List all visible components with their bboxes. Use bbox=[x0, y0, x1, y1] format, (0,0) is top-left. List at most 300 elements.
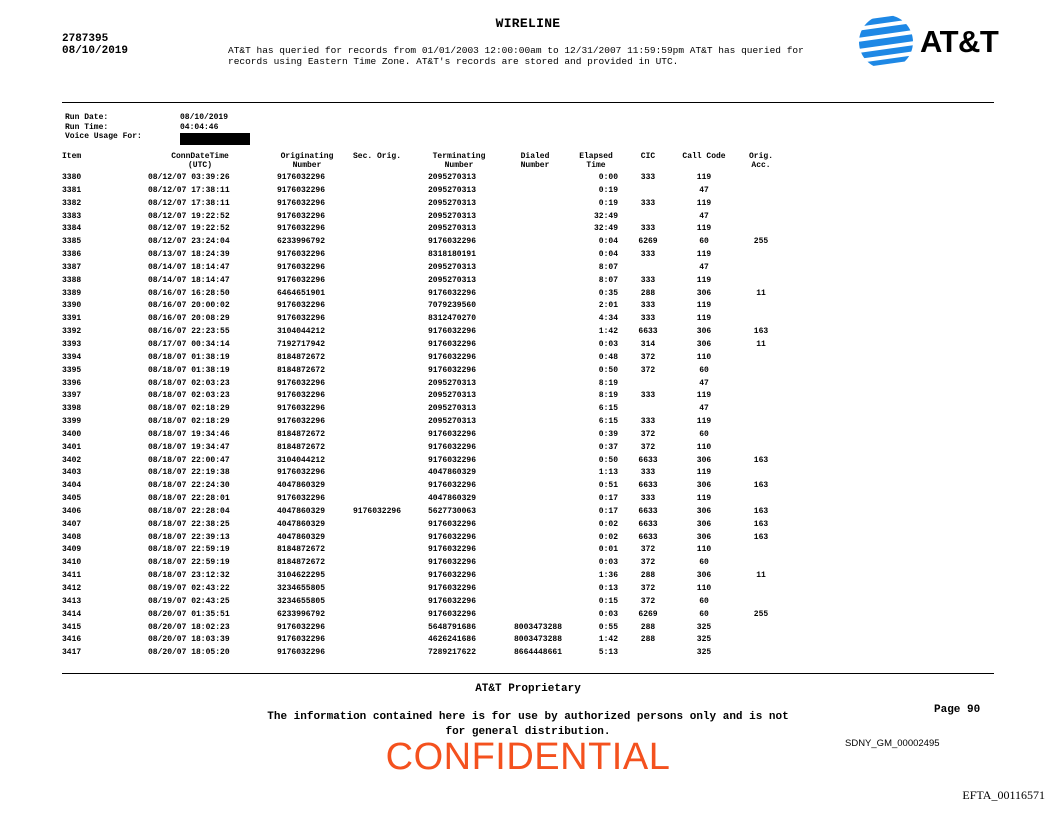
cell-orig-acc: 11 bbox=[756, 571, 766, 581]
confidential-stamp: CONFIDENTIAL bbox=[385, 736, 671, 778]
cell-call-code: 306 bbox=[696, 339, 712, 349]
cell-conn-datetime: 08/19/07 02:43:22 bbox=[148, 584, 230, 593]
col-originating-header bbox=[272, 152, 342, 170]
cell-item: 3386 bbox=[62, 250, 82, 260]
account-number: 2787395 bbox=[62, 33, 109, 45]
cell-terminating: 2095270313 bbox=[428, 262, 477, 272]
cell-call-code: 47 bbox=[699, 378, 709, 388]
table-row bbox=[0, 455, 1056, 468]
cell-item: 3383 bbox=[62, 211, 82, 221]
cell-terminating: 9176032296 bbox=[428, 596, 477, 606]
cell-terminating: 2095270313 bbox=[428, 378, 477, 388]
cell-item: 3401 bbox=[62, 442, 82, 452]
col-cic-header: CIC bbox=[640, 152, 656, 161]
cell-terminating: 4626241686 bbox=[428, 635, 477, 645]
table-row bbox=[0, 236, 1056, 249]
cell-call-code: 60 bbox=[699, 237, 709, 247]
cell-orig-acc: 163 bbox=[753, 327, 769, 337]
cell-orig-acc: 11 bbox=[756, 339, 766, 349]
cell-originating: 8184872672 bbox=[277, 545, 326, 555]
cell-item: 3388 bbox=[62, 275, 82, 285]
disclaimer-line-2: for general distribution. bbox=[445, 726, 611, 738]
cell-elapsed: 0:19 bbox=[598, 198, 618, 208]
cell-item: 3409 bbox=[62, 545, 82, 555]
cell-cic: 333 bbox=[640, 173, 656, 182]
cell-elapsed: 2:01 bbox=[598, 301, 618, 311]
cell-conn-datetime: 08/18/07 22:59:19 bbox=[148, 545, 230, 555]
cell-terminating: 9176032296 bbox=[428, 571, 477, 581]
cell-elapsed: 0:17 bbox=[598, 506, 618, 516]
cell-cic: 372 bbox=[640, 558, 656, 568]
table-row bbox=[0, 390, 1056, 403]
redaction-box bbox=[180, 133, 250, 145]
cell-originating: 3104622295 bbox=[277, 571, 326, 581]
col-elapsed-label: Elapsed bbox=[579, 152, 613, 161]
cell-elapsed: 0:03 bbox=[598, 609, 618, 619]
cell-item: 3380 bbox=[62, 173, 82, 182]
cell-originating: 9176032296 bbox=[277, 635, 326, 645]
table-row bbox=[0, 172, 1056, 185]
table-row bbox=[0, 493, 1056, 506]
cell-terminating: 9176032296 bbox=[428, 327, 477, 337]
cell-call-code: 119 bbox=[696, 224, 712, 234]
cell-cic: 6633 bbox=[638, 532, 658, 542]
cell-elapsed: 0:00 bbox=[598, 173, 618, 182]
col-conndatetime-sub: (UTC) bbox=[187, 161, 212, 170]
col-conndatetime-label: ConnDateTime bbox=[171, 152, 229, 161]
cell-cic: 288 bbox=[640, 635, 656, 645]
footer-divider bbox=[62, 673, 994, 674]
cell-conn-datetime: 08/18/07 23:12:32 bbox=[148, 571, 230, 581]
cell-elapsed: 1:13 bbox=[598, 468, 618, 478]
col-sec-orig-header: Sec. Orig. bbox=[353, 152, 402, 161]
cell-originating: 9176032296 bbox=[277, 494, 326, 504]
cell-item: 3387 bbox=[62, 262, 82, 272]
cell-terminating: 9176032296 bbox=[428, 481, 477, 491]
cell-cic: 288 bbox=[640, 571, 656, 581]
cell-item: 3394 bbox=[62, 352, 82, 362]
cell-call-code: 119 bbox=[696, 173, 712, 182]
cell-elapsed: 0:50 bbox=[598, 365, 618, 375]
cell-item: 3391 bbox=[62, 314, 82, 324]
run-date-value: 08/10/2019 bbox=[180, 113, 229, 122]
table-row bbox=[0, 506, 1056, 519]
cell-cic: 333 bbox=[640, 391, 656, 401]
table-row bbox=[0, 429, 1056, 442]
cell-item: 3411 bbox=[62, 571, 82, 581]
cell-call-code: 325 bbox=[696, 648, 712, 658]
table-row bbox=[0, 570, 1056, 583]
cell-terminating: 9176032296 bbox=[428, 545, 477, 555]
cell-cic: 6269 bbox=[638, 609, 658, 619]
cell-item: 3406 bbox=[62, 506, 82, 516]
cell-originating: 4047860329 bbox=[277, 506, 326, 516]
cell-call-code: 119 bbox=[696, 417, 712, 427]
cell-originating: 8184872672 bbox=[277, 352, 326, 362]
cell-conn-datetime: 08/18/07 22:59:19 bbox=[148, 558, 230, 568]
table-row bbox=[0, 211, 1056, 224]
cell-terminating: 9176032296 bbox=[428, 365, 477, 375]
cell-elapsed: 4:34 bbox=[598, 314, 618, 324]
cell-cic: 314 bbox=[640, 339, 656, 349]
cell-conn-datetime: 08/13/07 18:24:39 bbox=[148, 250, 230, 260]
table-row bbox=[0, 557, 1056, 570]
cell-item: 3412 bbox=[62, 584, 82, 593]
cell-call-code: 110 bbox=[696, 442, 712, 452]
col-originating-label: Originating bbox=[280, 152, 334, 161]
cell-item: 3396 bbox=[62, 378, 82, 388]
cell-item: 3384 bbox=[62, 224, 82, 234]
cell-conn-datetime: 08/20/07 18:02:23 bbox=[148, 622, 230, 632]
table-row bbox=[0, 198, 1056, 211]
cell-originating: 9176032296 bbox=[277, 468, 326, 478]
cell-terminating: 2095270313 bbox=[428, 173, 477, 182]
cell-item: 3395 bbox=[62, 365, 82, 375]
col-originating-sub: Number bbox=[292, 161, 322, 170]
cell-elapsed: 8:07 bbox=[598, 275, 618, 285]
cell-cic: 333 bbox=[640, 224, 656, 234]
cell-dialed: 8664448661 bbox=[513, 648, 562, 658]
cell-call-code: 47 bbox=[699, 185, 709, 195]
cell-call-code: 119 bbox=[696, 250, 712, 260]
cell-conn-datetime: 08/18/07 22:00:47 bbox=[148, 455, 230, 465]
table-row bbox=[0, 352, 1056, 365]
cell-item: 3405 bbox=[62, 494, 82, 504]
att-globe-icon bbox=[858, 14, 914, 70]
cell-originating: 9176032296 bbox=[277, 314, 326, 324]
cell-terminating: 2095270313 bbox=[428, 404, 477, 414]
cell-elapsed: 0:50 bbox=[598, 455, 618, 465]
table-row bbox=[0, 300, 1056, 313]
cell-orig-acc: 255 bbox=[753, 609, 769, 619]
cell-item: 3413 bbox=[62, 596, 82, 606]
cell-call-code: 119 bbox=[696, 301, 712, 311]
cell-originating: 9176032296 bbox=[277, 250, 326, 260]
table-row bbox=[0, 326, 1056, 339]
cell-elapsed: 0:39 bbox=[598, 429, 618, 439]
col-orig-acc-header bbox=[744, 152, 778, 170]
cell-call-code: 306 bbox=[696, 532, 712, 542]
table-row bbox=[0, 262, 1056, 275]
cell-cic: 288 bbox=[640, 622, 656, 632]
cell-item: 3389 bbox=[62, 288, 82, 298]
cell-originating: 9176032296 bbox=[277, 173, 326, 182]
cell-originating: 9176032296 bbox=[277, 224, 326, 234]
cell-item: 3398 bbox=[62, 404, 82, 414]
cell-terminating: 9176032296 bbox=[428, 237, 477, 247]
col-dialed-label: Dialed bbox=[520, 152, 550, 161]
cell-elapsed: 32:49 bbox=[593, 211, 618, 221]
cell-originating: 3234655805 bbox=[277, 596, 326, 606]
table-row bbox=[0, 339, 1056, 352]
table-row bbox=[0, 249, 1056, 262]
cell-terminating: 2095270313 bbox=[428, 417, 477, 427]
cell-orig-acc: 163 bbox=[753, 481, 769, 491]
cell-cic: 372 bbox=[640, 545, 656, 555]
cell-item: 3397 bbox=[62, 391, 82, 401]
cell-terminating: 9176032296 bbox=[428, 532, 477, 542]
table-row bbox=[0, 519, 1056, 532]
table-row bbox=[0, 365, 1056, 378]
cell-elapsed: 32:49 bbox=[593, 224, 618, 234]
cell-elapsed: 0:02 bbox=[598, 519, 618, 529]
cell-conn-datetime: 08/18/07 01:38:19 bbox=[148, 365, 230, 375]
cell-call-code: 110 bbox=[696, 545, 712, 555]
query-description: AT&T has queried for records from 01/01/2003 12:00:00am to 12/31/2007 11:59:59pm AT&T has queried for records using Eastern Time Zone. AT&T's records are stored and provided in UTC. bbox=[228, 45, 804, 67]
cell-call-code: 325 bbox=[696, 622, 712, 632]
cell-orig-acc: 163 bbox=[753, 506, 769, 516]
proprietary-label: AT&T Proprietary bbox=[475, 683, 581, 695]
cell-terminating: 8318180191 bbox=[428, 250, 477, 260]
cell-call-code: 306 bbox=[696, 455, 712, 465]
cell-cic: 288 bbox=[640, 288, 656, 298]
cell-call-code: 119 bbox=[696, 198, 712, 208]
cell-originating: 3104044212 bbox=[277, 455, 326, 465]
header-divider bbox=[62, 102, 994, 103]
cell-orig-acc: 163 bbox=[753, 519, 769, 529]
table-row bbox=[0, 275, 1056, 288]
cell-conn-datetime: 08/12/07 23:24:04 bbox=[148, 237, 230, 247]
cell-conn-datetime: 08/12/07 19:22:52 bbox=[148, 211, 230, 221]
cell-cic: 372 bbox=[640, 365, 656, 375]
cell-call-code: 119 bbox=[696, 391, 712, 401]
table-row bbox=[0, 403, 1056, 416]
cell-cic: 333 bbox=[640, 417, 656, 427]
cell-originating: 8184872672 bbox=[277, 429, 326, 439]
cell-terminating: 2095270313 bbox=[428, 198, 477, 208]
call-records-table bbox=[0, 172, 1056, 660]
cell-call-code: 306 bbox=[696, 571, 712, 581]
cell-elapsed: 8:07 bbox=[598, 262, 618, 272]
table-row bbox=[0, 647, 1056, 660]
bates-number: SDNY_GM_00002495 bbox=[845, 738, 940, 749]
cell-item: 3410 bbox=[62, 558, 82, 568]
cell-terminating: 4047860329 bbox=[428, 468, 477, 478]
cell-call-code: 119 bbox=[696, 275, 712, 285]
cell-elapsed: 0:01 bbox=[598, 545, 618, 555]
cell-terminating: 4047860329 bbox=[428, 494, 477, 504]
cell-item: 3382 bbox=[62, 198, 82, 208]
cell-dialed: 8003473288 bbox=[513, 622, 562, 632]
col-call-code-header: Call Code bbox=[682, 152, 726, 161]
cell-conn-datetime: 08/14/07 18:14:47 bbox=[148, 275, 230, 285]
cell-terminating: 9176032296 bbox=[428, 455, 477, 465]
cell-terminating: 2095270313 bbox=[428, 224, 477, 234]
cell-conn-datetime: 08/19/07 02:43:25 bbox=[148, 596, 230, 606]
att-logo bbox=[858, 14, 999, 70]
cell-conn-datetime: 08/18/07 22:38:25 bbox=[148, 519, 230, 529]
cell-cic: 6633 bbox=[638, 506, 658, 516]
cell-terminating: 9176032296 bbox=[428, 288, 477, 298]
cell-terminating: 7079239560 bbox=[428, 301, 477, 311]
cell-originating: 3104044212 bbox=[277, 327, 326, 337]
cell-sec-orig: 9176032296 bbox=[353, 506, 402, 516]
cell-call-code: 60 bbox=[699, 596, 709, 606]
cell-item: 3381 bbox=[62, 185, 82, 195]
cell-originating: 8184872672 bbox=[277, 558, 326, 568]
voice-usage-label: Voice Usage For: bbox=[65, 132, 142, 141]
cell-terminating: 5648791686 bbox=[428, 622, 477, 632]
cell-originating: 4047860329 bbox=[277, 532, 326, 542]
cell-originating: 7192717942 bbox=[277, 339, 326, 349]
cell-cic: 372 bbox=[640, 584, 656, 593]
col-terminating-sub: Number bbox=[444, 161, 474, 170]
cell-originating: 4047860329 bbox=[277, 519, 326, 529]
table-row bbox=[0, 288, 1056, 301]
col-elapsed-header bbox=[572, 152, 620, 170]
cell-elapsed: 0:02 bbox=[598, 532, 618, 542]
cell-originating: 9176032296 bbox=[277, 301, 326, 311]
cell-call-code: 306 bbox=[696, 506, 712, 516]
cell-elapsed: 0:04 bbox=[598, 237, 618, 247]
col-dialed-header bbox=[510, 152, 560, 170]
cell-cic: 333 bbox=[640, 494, 656, 504]
cell-conn-datetime: 08/17/07 00:34:14 bbox=[148, 339, 230, 349]
table-row bbox=[0, 596, 1056, 609]
cell-terminating: 9176032296 bbox=[428, 442, 477, 452]
cell-conn-datetime: 08/20/07 01:35:51 bbox=[148, 609, 230, 619]
cell-elapsed: 0:04 bbox=[598, 250, 618, 260]
col-orig-acc-sub: Acc. bbox=[751, 161, 771, 170]
cell-conn-datetime: 08/20/07 18:03:39 bbox=[148, 635, 230, 645]
cell-terminating: 9176032296 bbox=[428, 339, 477, 349]
cell-originating: 8184872672 bbox=[277, 442, 326, 452]
col-orig-acc-label: Orig. bbox=[748, 152, 773, 161]
cell-originating: 9176032296 bbox=[277, 648, 326, 658]
cell-call-code: 110 bbox=[696, 352, 712, 362]
cell-elapsed: 8:19 bbox=[598, 391, 618, 401]
cell-cic: 6633 bbox=[638, 455, 658, 465]
cell-cic: 333 bbox=[640, 275, 656, 285]
cell-cic: 6269 bbox=[638, 237, 658, 247]
cell-item: 3390 bbox=[62, 301, 82, 311]
cell-conn-datetime: 08/18/07 22:19:38 bbox=[148, 468, 230, 478]
cell-call-code: 325 bbox=[696, 635, 712, 645]
cell-terminating: 2095270313 bbox=[428, 211, 477, 221]
table-header bbox=[0, 152, 1056, 172]
report-title: WIRELINE bbox=[495, 16, 561, 31]
table-row bbox=[0, 634, 1056, 647]
cell-item: 3402 bbox=[62, 455, 82, 465]
disclaimer-line-1: The information contained here is for use by authorized persons only and is not bbox=[267, 711, 789, 723]
cell-elapsed: 0:48 bbox=[598, 352, 618, 362]
cell-call-code: 110 bbox=[696, 584, 712, 593]
cell-cic: 372 bbox=[640, 442, 656, 452]
cell-call-code: 306 bbox=[696, 519, 712, 529]
cell-elapsed: 6:15 bbox=[598, 417, 618, 427]
cell-cic: 372 bbox=[640, 429, 656, 439]
cell-originating: 9176032296 bbox=[277, 378, 326, 388]
cell-elapsed: 1:42 bbox=[598, 635, 618, 645]
cell-call-code: 47 bbox=[699, 262, 709, 272]
cell-conn-datetime: 08/16/07 20:08:29 bbox=[148, 314, 230, 324]
cell-cic: 372 bbox=[640, 352, 656, 362]
cell-originating: 6464651901 bbox=[277, 288, 326, 298]
cell-call-code: 60 bbox=[699, 558, 709, 568]
col-conndatetime-header bbox=[145, 152, 255, 170]
cell-cic: 333 bbox=[640, 301, 656, 311]
table-row bbox=[0, 442, 1056, 455]
cell-conn-datetime: 08/16/07 20:00:02 bbox=[148, 301, 230, 311]
cell-cic: 372 bbox=[640, 596, 656, 606]
cell-elapsed: 0:15 bbox=[598, 596, 618, 606]
cell-originating: 6233996792 bbox=[277, 609, 326, 619]
cell-call-code: 47 bbox=[699, 404, 709, 414]
cell-terminating: 7289217622 bbox=[428, 648, 477, 658]
cell-originating: 4047860329 bbox=[277, 481, 326, 491]
cell-conn-datetime: 08/18/07 02:18:29 bbox=[148, 404, 230, 414]
cell-terminating: 9176032296 bbox=[428, 519, 477, 529]
page-number: Page 90 bbox=[934, 704, 981, 716]
cell-cic: 333 bbox=[640, 314, 656, 324]
cell-conn-datetime: 08/16/07 16:28:50 bbox=[148, 288, 230, 298]
table-row bbox=[0, 223, 1056, 236]
cell-terminating: 5627730063 bbox=[428, 506, 477, 516]
cell-originating: 6233996792 bbox=[277, 237, 326, 247]
cell-elapsed: 0:03 bbox=[598, 558, 618, 568]
run-time-label: Run Time: bbox=[65, 122, 109, 132]
report-date: 08/10/2019 bbox=[62, 45, 129, 57]
table-row bbox=[0, 480, 1056, 493]
cell-item: 3414 bbox=[62, 609, 82, 619]
account-block bbox=[62, 33, 128, 57]
cell-originating: 9176032296 bbox=[277, 417, 326, 427]
cell-conn-datetime: 08/12/07 17:38:11 bbox=[148, 198, 230, 208]
cell-cic: 333 bbox=[640, 198, 656, 208]
cell-item: 3407 bbox=[62, 519, 82, 529]
cell-item: 3415 bbox=[62, 622, 82, 632]
run-time-value: 04:04:46 bbox=[180, 122, 219, 132]
cell-elapsed: 1:36 bbox=[598, 571, 618, 581]
cell-call-code: 60 bbox=[699, 429, 709, 439]
cell-call-code: 119 bbox=[696, 314, 712, 324]
cell-originating: 9176032296 bbox=[277, 211, 326, 221]
cell-conn-datetime: 08/18/07 02:03:23 bbox=[148, 391, 230, 401]
cell-originating: 9176032296 bbox=[277, 262, 326, 272]
cell-originating: 9176032296 bbox=[277, 622, 326, 632]
table-row bbox=[0, 622, 1056, 635]
cell-conn-datetime: 08/12/07 17:38:11 bbox=[148, 185, 230, 195]
cell-item: 3416 bbox=[62, 635, 82, 645]
cell-terminating: 9176032296 bbox=[428, 429, 477, 439]
cell-conn-datetime: 08/18/07 02:18:29 bbox=[148, 417, 230, 427]
cell-conn-datetime: 08/18/07 19:34:47 bbox=[148, 442, 230, 452]
cell-cic: 6633 bbox=[638, 327, 658, 337]
cell-item: 3399 bbox=[62, 417, 82, 427]
cell-conn-datetime: 08/20/07 18:05:20 bbox=[148, 648, 230, 658]
cell-elapsed: 1:42 bbox=[598, 327, 618, 337]
cell-conn-datetime: 08/18/07 19:34:46 bbox=[148, 429, 230, 439]
col-elapsed-sub: Time bbox=[586, 161, 606, 170]
cell-call-code: 119 bbox=[696, 494, 712, 504]
cell-elapsed: 0:37 bbox=[598, 442, 618, 452]
cell-call-code: 60 bbox=[699, 609, 709, 619]
table-row bbox=[0, 185, 1056, 198]
cell-conn-datetime: 08/18/07 22:28:01 bbox=[148, 494, 230, 504]
cell-orig-acc: 163 bbox=[753, 532, 769, 542]
cell-originating: 8184872672 bbox=[277, 365, 326, 375]
cell-terminating: 9176032296 bbox=[428, 352, 477, 362]
cell-orig-acc: 163 bbox=[753, 455, 769, 465]
cell-elapsed: 5:13 bbox=[598, 648, 618, 658]
table-row bbox=[0, 378, 1056, 391]
cell-call-code: 306 bbox=[696, 481, 712, 491]
cell-conn-datetime: 08/18/07 22:39:13 bbox=[148, 532, 230, 542]
cell-terminating: 2095270313 bbox=[428, 185, 477, 195]
run-date-label: Run Date: bbox=[65, 113, 109, 122]
cell-terminating: 2095270313 bbox=[428, 275, 477, 285]
cell-conn-datetime: 08/12/07 19:22:52 bbox=[148, 224, 230, 234]
